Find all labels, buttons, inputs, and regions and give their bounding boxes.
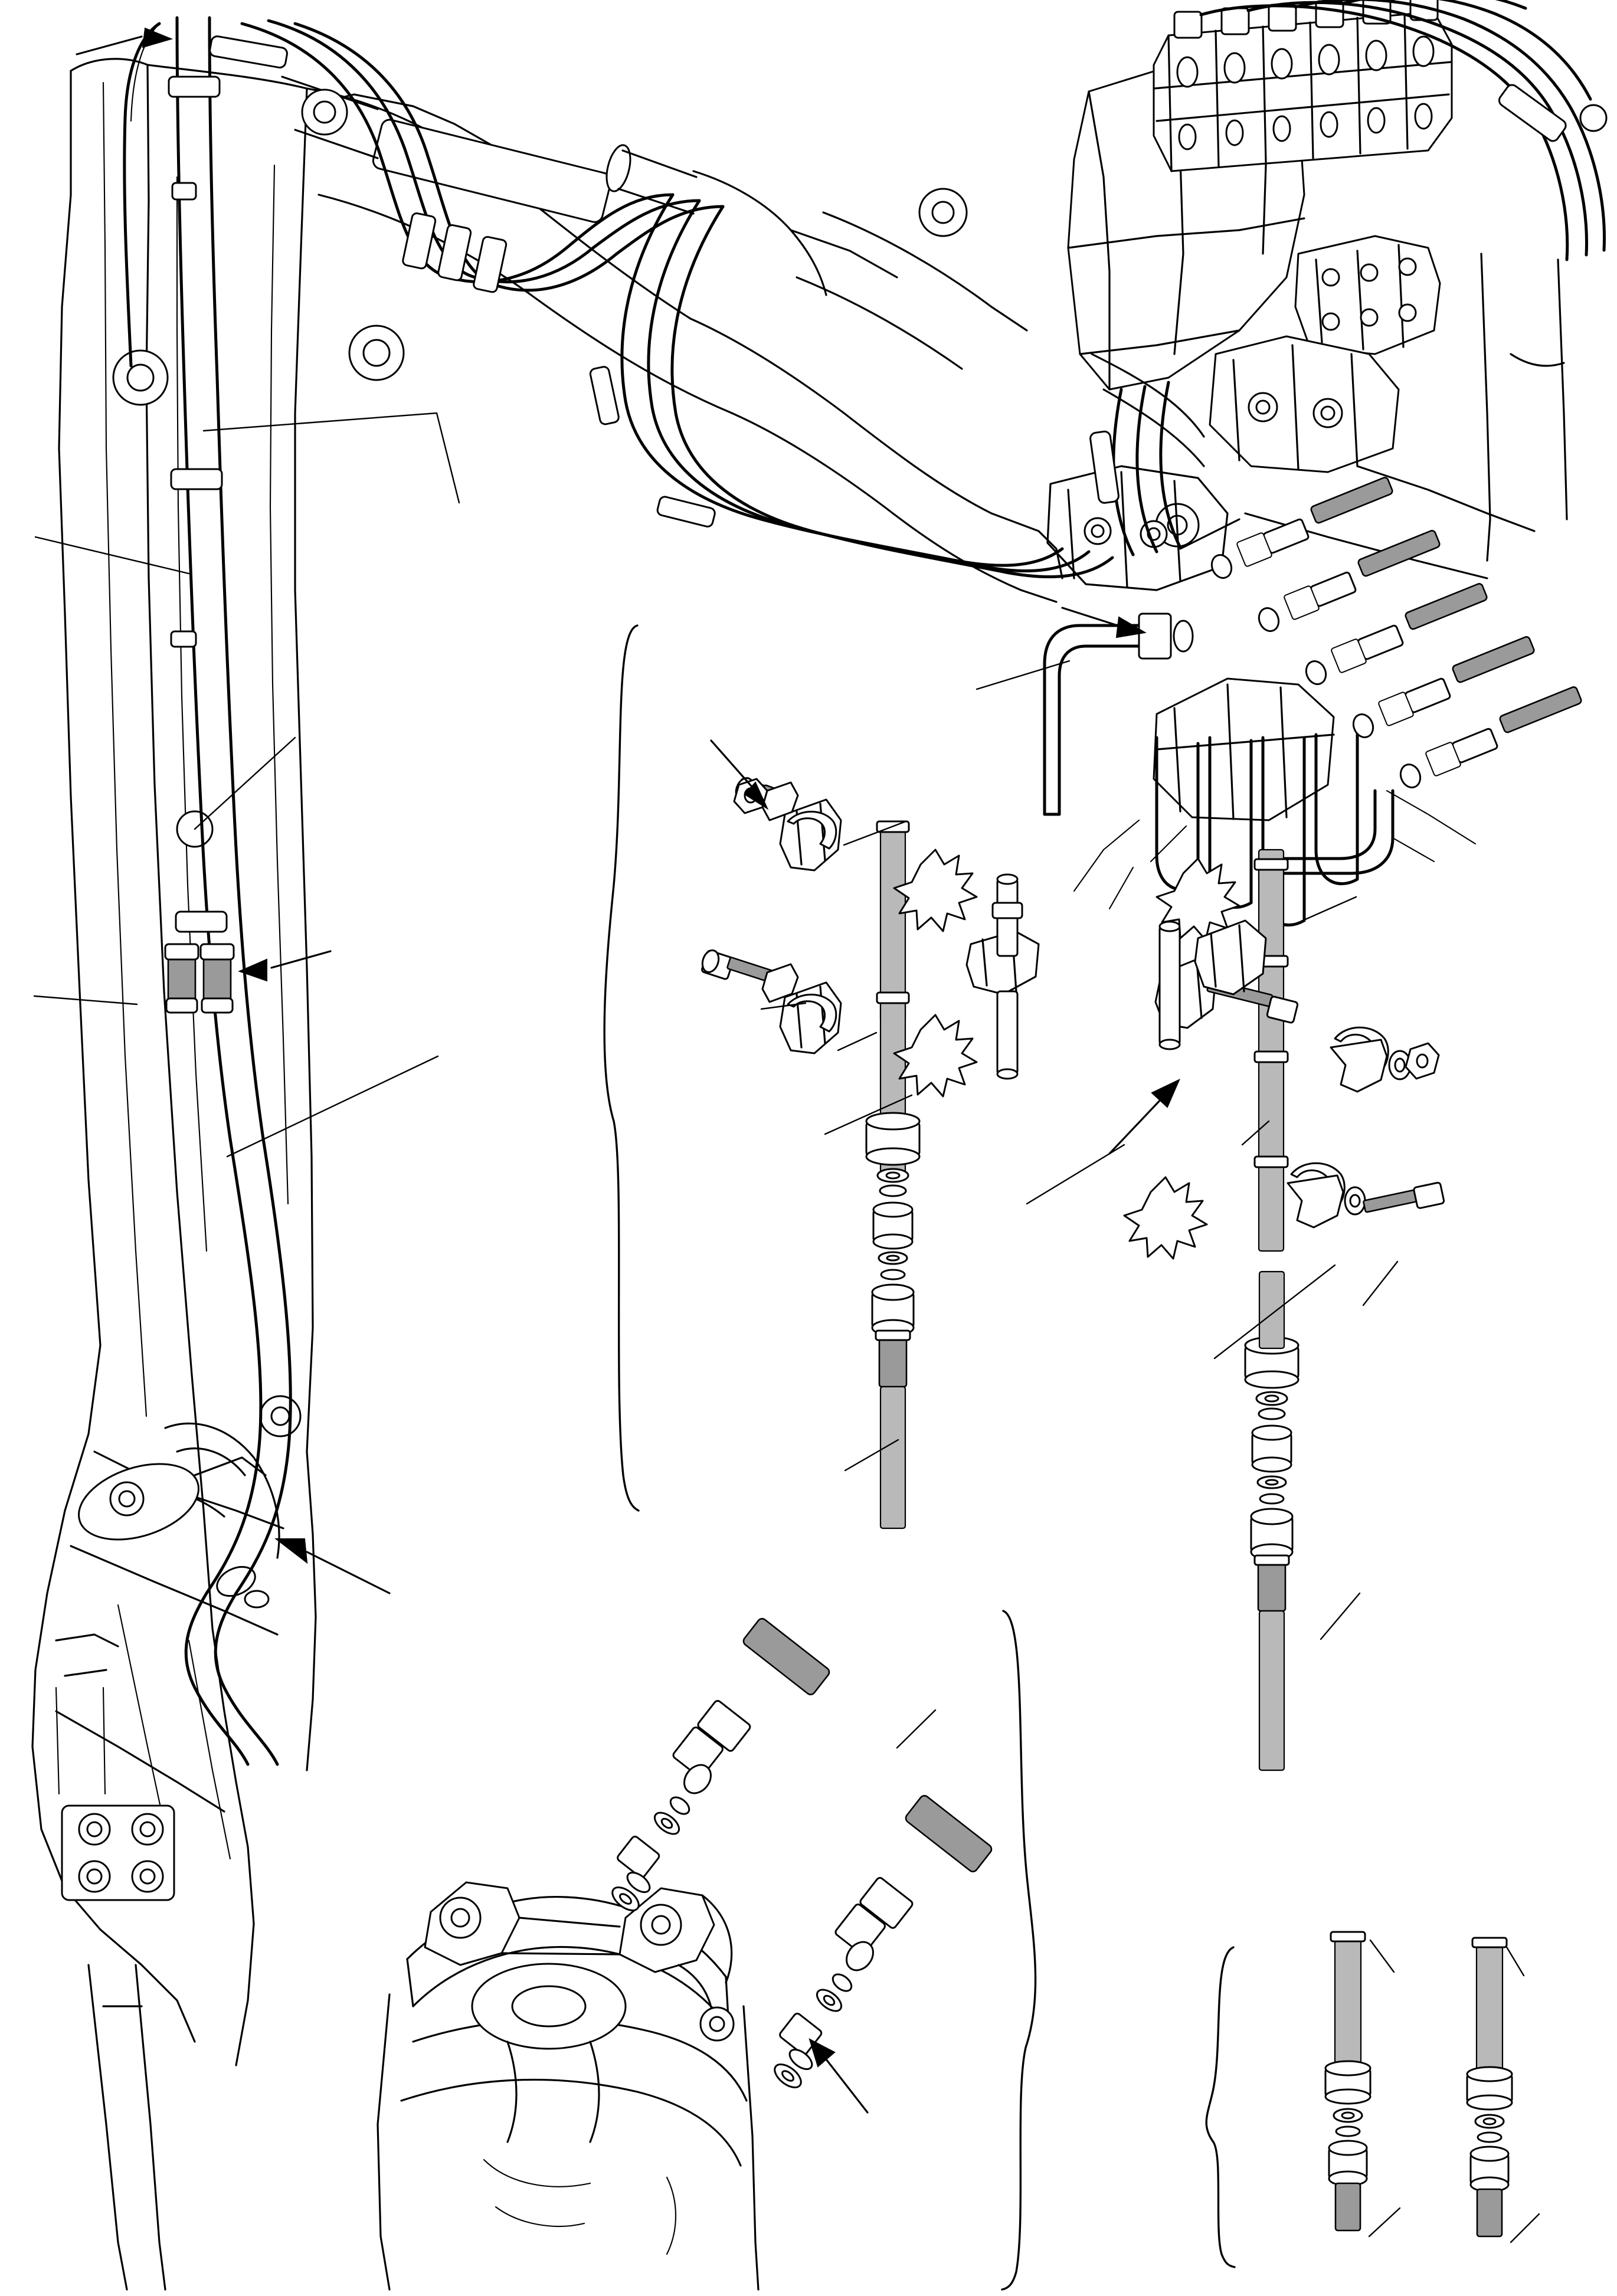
leader-f1 — [897, 1710, 935, 1748]
arrow-exploded-right — [1109, 1080, 1179, 1154]
leader-b1 — [977, 661, 1069, 689]
clamp-bracket-mid-right — [1331, 1027, 1439, 1092]
bucket-linkage-assembly — [378, 1617, 993, 2290]
brace-left-3 — [1206, 1947, 1235, 2267]
exploded-tube-stack-right — [1124, 791, 1444, 1770]
spline-washer-group-right — [1124, 859, 1239, 1259]
arrow-valve-right — [1062, 608, 1145, 637]
leader-d1 — [1305, 897, 1356, 919]
leader-a2 — [35, 537, 189, 574]
small-fitting-right — [1467, 1938, 1512, 2236]
hose-fitting-lower — [771, 1794, 993, 2092]
arrow-lower-left — [276, 1539, 389, 1593]
leader-f2 — [1370, 1940, 1394, 1972]
small-fittings-pair — [1325, 1932, 1512, 2236]
leader-f4 — [1369, 2208, 1400, 2236]
leader-d3 — [1363, 1262, 1397, 1305]
hose-fitting-upper — [608, 1617, 831, 1915]
brace-left-1 — [604, 625, 639, 1511]
leader-f5 — [1511, 2214, 1539, 2242]
arrow-mid-left — [240, 951, 330, 981]
exploded-tube-stack-left — [700, 775, 1039, 1528]
center-mount-bracket — [967, 874, 1039, 1079]
brace-right-2 — [1002, 1611, 1036, 2290]
leader-lines — [34, 413, 1539, 2242]
leader-a1 — [204, 413, 459, 503]
leader-e1 — [1321, 1593, 1360, 1639]
excavator-arm-assembly — [32, 18, 1199, 2290]
leader-a3 — [34, 996, 137, 1004]
arrow-bucket — [810, 2039, 868, 2112]
small-fitting-left — [1325, 1932, 1370, 2231]
bolt-lower-left — [700, 948, 798, 1002]
clamp-bracket-lower-right — [1288, 1163, 1444, 1227]
leader-a5 — [195, 738, 295, 829]
leader-g1 — [1027, 1145, 1124, 1204]
leader-f3 — [1506, 1946, 1524, 1976]
arrow-top-left — [77, 28, 171, 54]
spline-washer-group-left — [894, 850, 977, 1096]
leader-c3 — [838, 1033, 876, 1050]
